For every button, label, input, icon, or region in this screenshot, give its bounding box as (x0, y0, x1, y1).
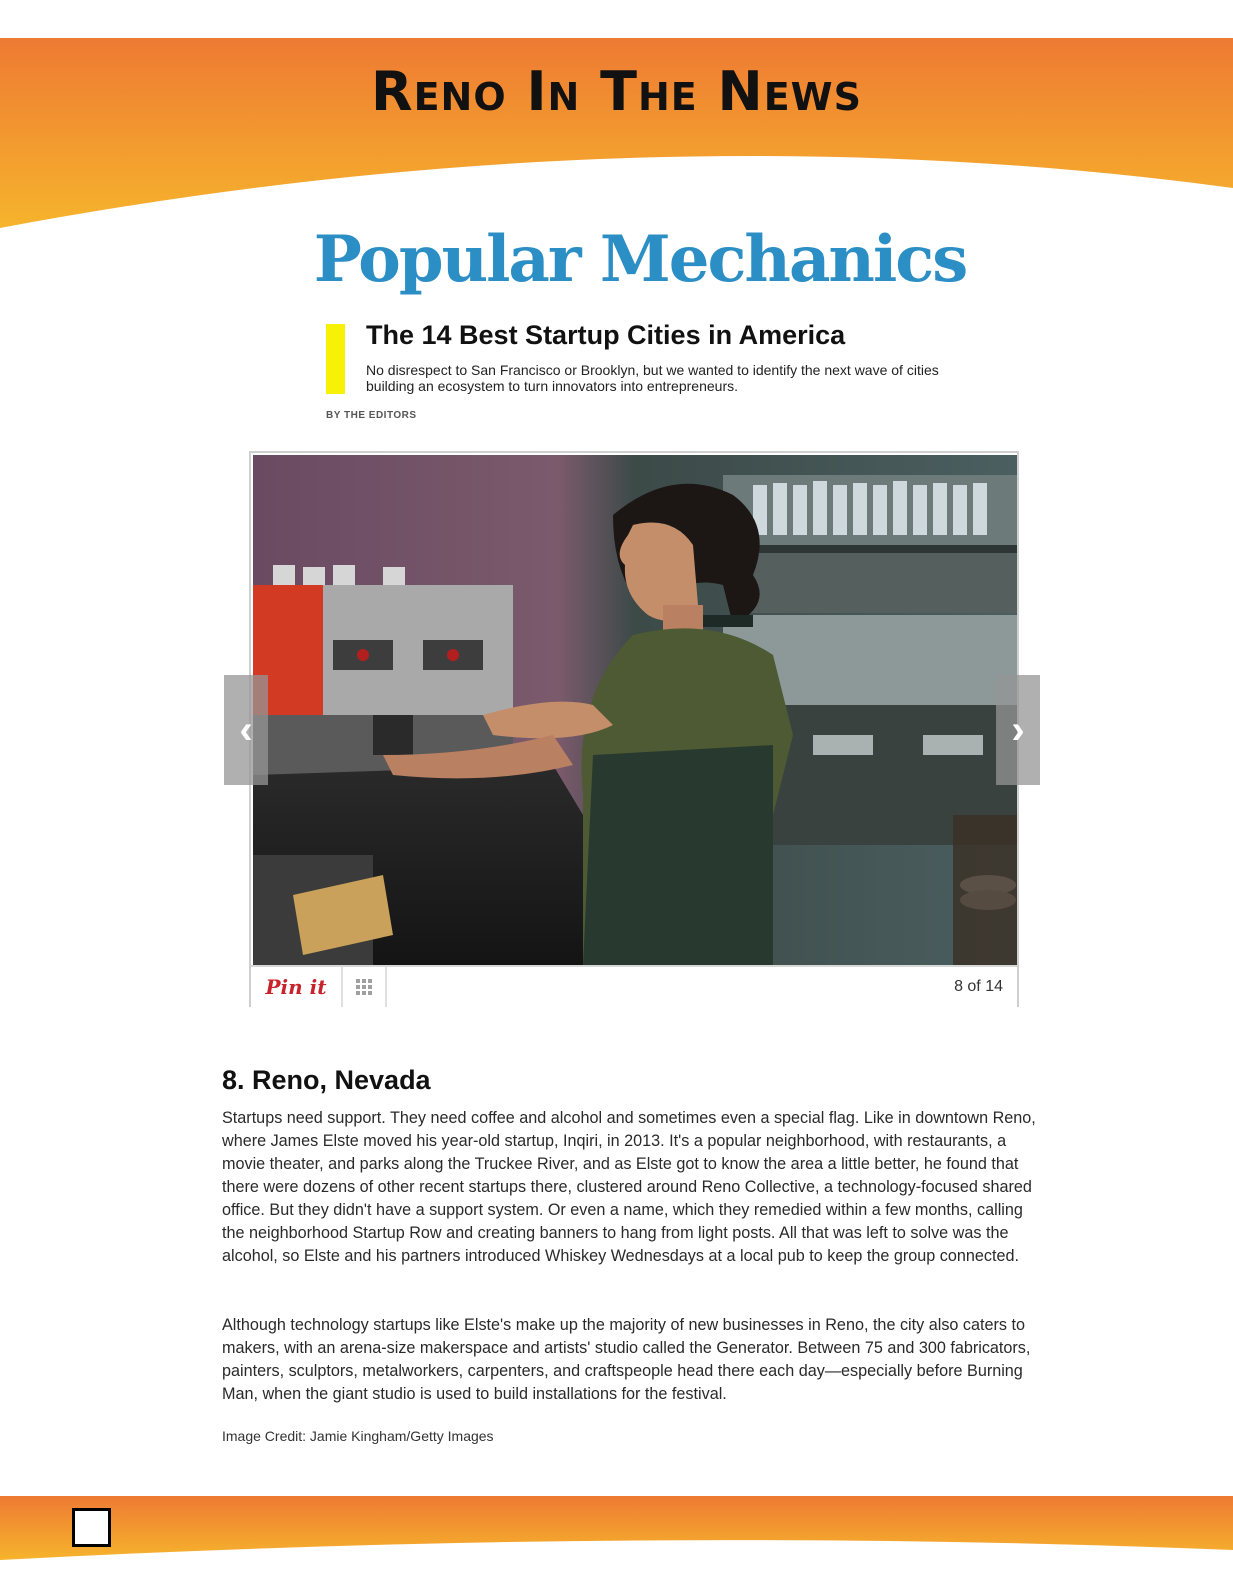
banner-title: Reno In The News (371, 60, 862, 123)
chevron-right-icon: › (1011, 708, 1025, 752)
accent-bar (326, 324, 345, 394)
previous-slide-button[interactable] (224, 675, 268, 785)
article-dek: No disrespect to San Francisco or Brooklyn, but we wanted to identify the next wave of cities building an ecosystem to turn innovators into entrepreneurs. (366, 362, 939, 394)
article-title: The 14 Best Startup Cities in America (366, 320, 846, 350)
page-number-box (72, 1508, 111, 1547)
section-heading: 8. Reno, Nevada (222, 1065, 431, 1095)
gallery-footer (251, 965, 1017, 1007)
bottom-banner (0, 1496, 1233, 1566)
grid-icon (343, 967, 385, 1007)
image-gallery (249, 451, 1019, 1007)
publication-logo: Popular Mechanics (313, 222, 967, 297)
chevron-left-icon: ‹ (239, 708, 253, 752)
grid-view-button[interactable] (343, 967, 387, 1007)
body-paragraph-1: Startups need support. They need coffee and alcohol and sometimes even a special flag. Like in downtown Reno, where James Elste moved his year-old startup, Inqiri, in 2013. It's a popular neighborhood, with restaurants, a movie theater, and parks along the Truckee River, and as Elste got to know the area a little better, he found that there were dozens of other recent startups there, clustered around Reno Collective, a technology-focused shared office. But they didn't have a support system. Or even a name, which they remedied within a few months, calling the neighborhood Startup Row and creating banners to hang from light posts. All that was left to solve was the alcohol, so Elste and his partners introduced Whiskey Wednesdays at a local pub to keep the group connected. (222, 1109, 1036, 1265)
image-credit: Image Credit: Jamie Kingham/Getty Images (222, 1428, 494, 1444)
byline: BY THE EDITORS (326, 410, 417, 421)
next-slide-button[interactable] (996, 675, 1040, 785)
gallery-photo (253, 455, 1017, 965)
body-paragraph-2: Although technology startups like Elste's make up the majority of new businesses in Reno, the city also caters to makers, with an arena-size makerspace and artists' studio called the Generator. Between 75 and 300 fabricators, painters, sculptors, metalworkers, carpenters, and craftspeople head there each day—especially before Burning Man, when the giant studio is used to build installations for the festival. (222, 1316, 1031, 1403)
pin-it-button[interactable]: Pin it (251, 967, 343, 1007)
slide-counter: 8 of 14 (954, 978, 1003, 995)
